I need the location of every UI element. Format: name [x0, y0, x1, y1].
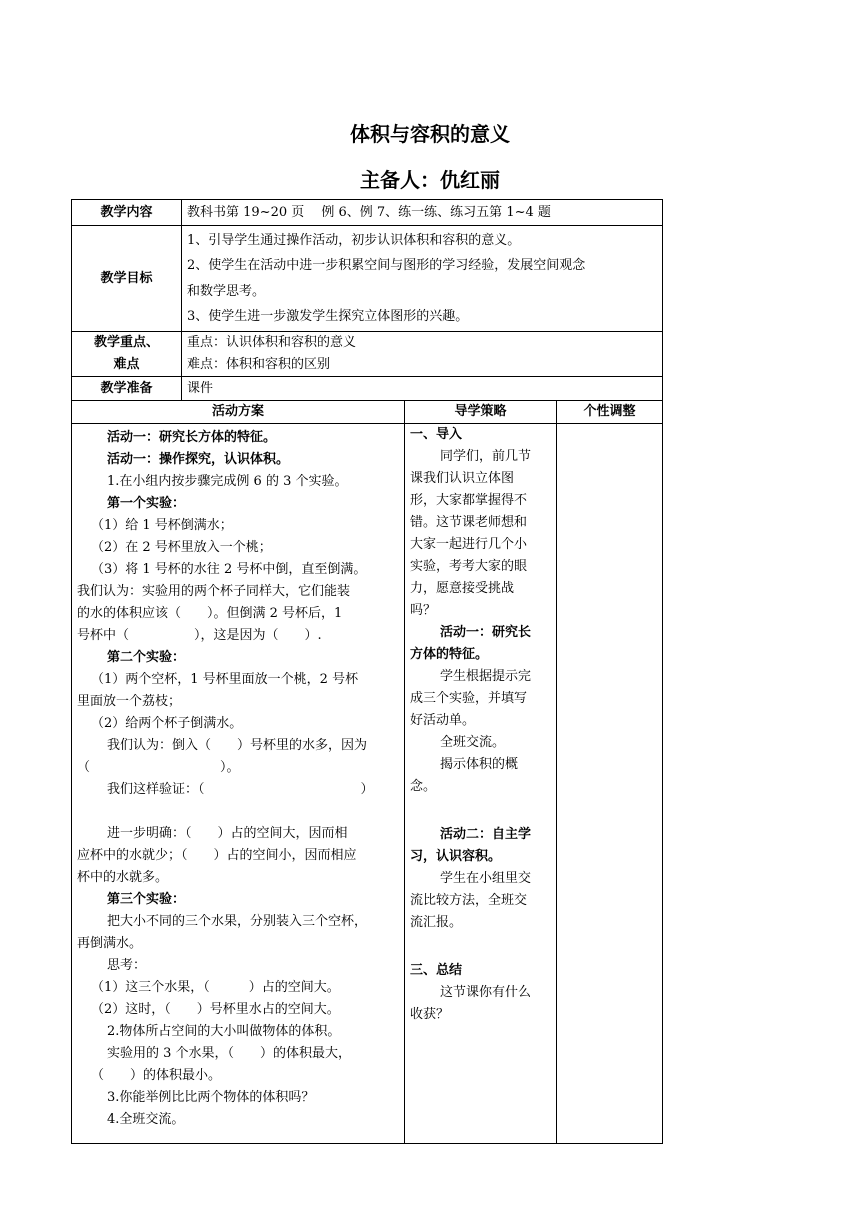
strategy-line: 习，认识容积。: [410, 849, 502, 864]
activity-line: 的水的体积应该（ ）。但倒满 2 号杯后，1: [77, 606, 343, 621]
activity-line: （2）这时，（ ）号杯里水占的空间大。: [91, 1002, 340, 1017]
goal-line: 1、引导学生通过操作活动，初步认识体积和容积的意义。: [187, 232, 521, 248]
strategy-line: 揭示体积的概: [440, 757, 519, 772]
label-prep: 教学准备: [72, 377, 182, 401]
key-point-line: 重点：认识体积和容积的意义: [187, 335, 357, 350]
row-content: [72, 200, 663, 226]
label-content: 教学内容: [72, 200, 182, 226]
lesson-plan-table: [71, 199, 663, 1144]
adjust-cell: [557, 424, 663, 1144]
activity-line: 第三个实验：: [107, 892, 186, 907]
strategy-line: 错。这节课老师想和: [410, 515, 528, 530]
spacer: [77, 801, 399, 823]
row-prep: [72, 377, 663, 401]
strategy-line: 活动一：研究长: [440, 625, 532, 640]
activity-line: （2）给两个杯子倒满水。: [91, 716, 243, 731]
strategy-line: 全班交流。: [440, 735, 506, 750]
strategy-line: 学生根据提示完: [440, 669, 532, 684]
activity-line: 我们认为：实验用的两个杯子同样大，它们能装: [77, 584, 351, 599]
strategy-line: 成三个实验，并填写: [410, 691, 528, 706]
activity-line: （1）两个空杯，1 号杯里面放一个桃，2 号杯: [91, 672, 359, 687]
header-strategy: 导学策略: [405, 401, 557, 424]
strategy-line: 形，大家都掌握得不: [410, 493, 528, 508]
spacer: [410, 934, 551, 960]
strategy-line: 大家一起进行几个小: [410, 537, 528, 552]
activity-line: 2.物体所占空间的大小叫做物体的体积。: [107, 1024, 341, 1039]
activity-line: 活动一：操作探究，认识体积。: [107, 452, 290, 467]
activity-line: 第一个实验：: [107, 496, 186, 511]
value-content: 教科书第 19~20 页 例 6、例 7、练一练、练习五第 1~4 题: [182, 200, 663, 226]
strategy-line: 课我们认识立体图: [410, 471, 515, 486]
activity-line: （ ）。: [77, 760, 240, 775]
author-line: 主备人：仇红丽: [360, 168, 500, 192]
row-body: [72, 424, 663, 1144]
strategy-line: 同学们，前几节: [440, 449, 532, 464]
header-plan: 活动方案: [72, 401, 405, 424]
spacer: [410, 798, 551, 824]
activity-line: （1）给 1 号杯倒满水；: [91, 518, 233, 533]
strategy-line: 学生在小组里交: [440, 871, 532, 886]
value-key-points: [182, 332, 663, 377]
activity-line: 我们认为：倒入（ ）号杯里的水多，因为: [107, 738, 368, 753]
activity-line: （ ）的体积最小。: [91, 1068, 222, 1083]
activity-line: （2）在 2 号杯里放入一个桃；: [91, 540, 272, 555]
label-key-line: 教学重点、: [93, 335, 159, 350]
activity-line: 1.在小组内按步骤完成例 6 的 3 个实验。: [107, 474, 348, 489]
activity-line: 再倒满水。: [77, 936, 143, 951]
activity-line: 4.全班交流。: [107, 1112, 185, 1127]
activity-line: 把大小不同的三个水果，分别装入三个空杯，: [107, 914, 368, 929]
activity-line: 思考：: [107, 958, 147, 973]
activity-line: 应杯中的水就少；（ ）占的空间小，因而相应: [77, 848, 357, 863]
key-point-line: 难点：体积和容积的区别: [187, 357, 331, 372]
goal-line: 3、使学生进一步激发学生探究立体图形的兴趣。: [187, 309, 469, 324]
row-column-headers: [72, 401, 663, 424]
activity-line: 实验用的 3 个水果，（ ）的体积最大，: [107, 1046, 352, 1061]
activity-line: 进一步明确：（ ）占的空间大，因而相: [107, 826, 348, 841]
header-adjust: 个性调整: [557, 401, 663, 424]
strategy-line: 流比较方法，全班交: [410, 893, 528, 908]
strategy-line: 好活动单。: [410, 713, 476, 728]
activity-line: 活动一：研究长方体的特征。: [107, 430, 277, 445]
row-key-points: [72, 332, 663, 377]
strategy-line: 三、总结: [410, 963, 463, 978]
activity-line: 3.你能举例比比两个物体的体积吗？: [107, 1090, 315, 1105]
strategy-line: 一、导入: [410, 427, 463, 442]
strategy-line: 收获？: [410, 1007, 450, 1022]
goal-line: 2、使学生在活动中进一步积累空间与图形的学习经验，发展空间观念: [187, 258, 586, 273]
strategy-line: 方体的特征。: [410, 647, 489, 662]
strategy-line: 吗？: [410, 603, 437, 618]
strategy-line: 力，愿意接受挑战: [410, 581, 515, 596]
strategy-line: 活动二：自主学: [440, 827, 532, 842]
activity-line: （1）这三个水果，（ ）占的空间大。: [91, 980, 340, 995]
label-key-line: 难点: [113, 357, 140, 372]
value-prep: 课件: [182, 377, 663, 401]
activity-plan-cell: [72, 424, 405, 1144]
strategy-line: 念。: [410, 779, 437, 794]
strategy-line: 这节课你有什么: [440, 985, 532, 1000]
activity-line: 我们这样验证：（ ）: [107, 782, 374, 797]
strategy-line: 流汇报。: [410, 915, 463, 930]
document-title: 体积与容积的意义: [350, 122, 510, 146]
strategy-cell: [405, 424, 557, 1144]
activity-line: 号杯中（ ），这是因为（ ）.: [77, 628, 322, 643]
strategy-line: 实验，考考大家的眼: [410, 559, 528, 574]
goal-line: 和数学思考。: [187, 283, 266, 299]
activity-line: 杯中的水就多。: [77, 870, 169, 885]
activity-line: （3）将 1 号杯的水往 2 号杯中倒，直至倒满。: [91, 562, 367, 577]
row-goals: [72, 226, 663, 332]
activity-line: 里面放一个荔枝；: [77, 694, 182, 709]
label-goals: 教学目标: [72, 226, 182, 332]
activity-line: 第二个实验：: [107, 650, 186, 665]
label-key-points: [72, 332, 182, 377]
value-goals: [182, 226, 663, 332]
